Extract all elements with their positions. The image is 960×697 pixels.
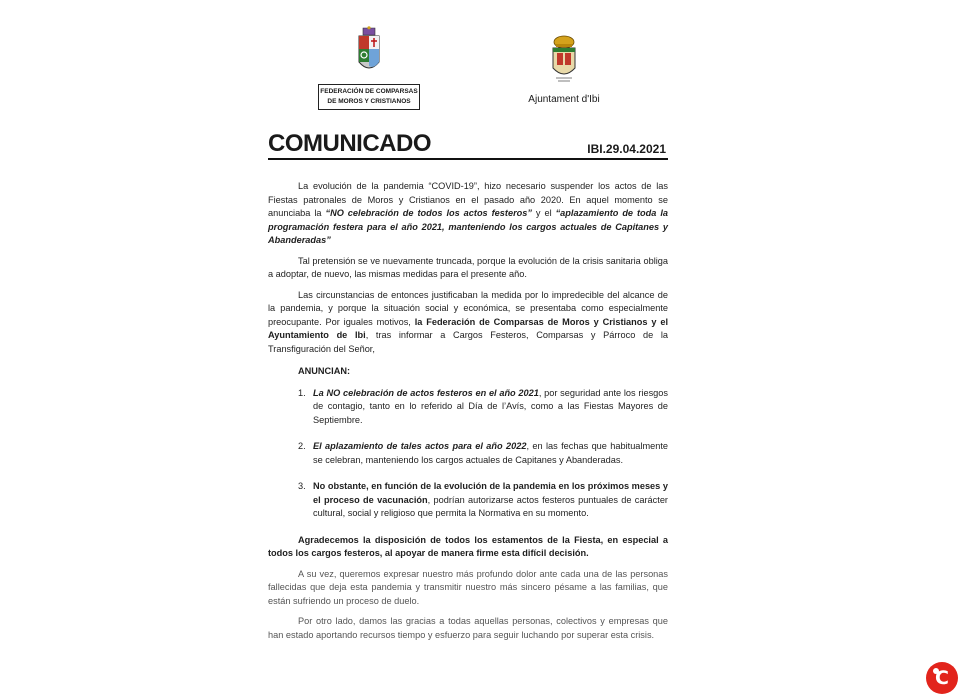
federation-logo bbox=[318, 26, 422, 112]
paragraph-intro bbox=[268, 180, 668, 248]
site-logo-badge[interactable] bbox=[926, 662, 958, 694]
badge-letter: C bbox=[935, 667, 949, 689]
item-1-text: , por seguridad ante los riesgos de contagio, tanto en lo referido al Día de l’Avís, como a las Fiestas Mayores de Septiembre. bbox=[313, 387, 668, 425]
intro-text: La evolución de la pandemia “COVID-19”, hizo necesario suspender los actos de las Fiestas patronales de Moros y Cristianos en el pasado año 2020. En aquel momento se anunciaba la bbox=[268, 181, 668, 218]
item-1-highlight: La NO celebración de actos festeros en el año 2021 bbox=[313, 387, 539, 398]
title-divider bbox=[268, 158, 668, 160]
federation-shield-icon bbox=[354, 26, 384, 78]
announcement-item-3 bbox=[268, 480, 668, 521]
circumstances-text: Las circunstancias de entonces justificaban la medida por lo impredecible del alcance de la pandemia, y porque la situación social y económica, se presentaba como especialmente preocupante. Por iguales motivos, bbox=[268, 289, 668, 327]
document-title: COMUNICADO bbox=[268, 130, 431, 157]
paragraph-gratitude bbox=[268, 534, 668, 561]
federation-name-line2: DE MOROS Y CRISTIANOS bbox=[327, 98, 411, 105]
item-3-highlight: No obstante, en función de la evolución de la pandemia en los próximos meses y el proceso de vacunación bbox=[313, 481, 668, 505]
item-2-text: , en las fechas que habitualmente se celebran, manteniendo los cargos actuales de Capitanes y Abanderadas. bbox=[313, 441, 668, 465]
announcement-item-2 bbox=[268, 440, 668, 467]
intro-quote-1: “NO celebración de todos los actos festeros” bbox=[325, 208, 532, 218]
ayuntamiento-name: Ajuntament d'Ibi bbox=[528, 94, 600, 105]
paragraph-condolences: A su vez, queremos expresar nuestro más profundo dolor ante cada una de las personas fallecidas que deja esta pandemia y transmitir nuestro más sincero pésame a las familias, que están sufriendo un proceso de duelo. bbox=[268, 568, 668, 606]
anuncian-heading: ANUNCIAN: bbox=[298, 366, 351, 376]
item-number: 1. bbox=[298, 387, 306, 398]
gratitude-text: Agradecemos la disposición de todos los estamentos de la Fiesta, en especial a todos los cargos festeros, al apoyar de manera firme esta difícil decisión. bbox=[268, 534, 668, 558]
federation-name-line1: FEDERACIÓN DE COMPARSAS bbox=[320, 88, 418, 95]
paragraph-thanks: Por otro lado, damos las gracias a todas aquellas personas, colectivos y empresas que han estado aportando recursos tiempo y esfuerzo para seguir luchando por superar esta crisis. bbox=[268, 616, 668, 640]
paragraph-truncated: Tal pretensión se ve nuevamente truncada, porque la evolución de la crisis sanitaria obliga a adoptar, de nuevo, las mismas medidas para el presente año. bbox=[268, 255, 668, 279]
paragraph-circumstances bbox=[268, 289, 668, 357]
ayuntamiento-logo bbox=[524, 34, 604, 110]
item-3-text: , podrían autorizarse actos festeros puntuales de carácter cultural, social y religioso que permita la Normativa en su momento. bbox=[313, 494, 668, 518]
document-body bbox=[268, 180, 668, 649]
announcement-item-1 bbox=[268, 387, 668, 428]
item-number: 2. bbox=[298, 441, 306, 451]
federation-name-box bbox=[318, 84, 420, 110]
intro-connector: y el bbox=[531, 208, 556, 218]
ibi-coat-of-arms-icon bbox=[548, 34, 580, 86]
item-number: 3. bbox=[298, 481, 306, 491]
document-date: IBI.29.04.2021 bbox=[587, 142, 666, 156]
circumstances-end: , tras informar a Cargos Festeros, Comparsas y Párroco de la Transfiguración del Señor, bbox=[268, 330, 668, 354]
item-2-highlight: El aplazamiento de tales actos para el año 2022 bbox=[313, 441, 527, 451]
circumstances-entities: la Federación de Comparsas de Moros y Cristianos y el Ayuntamiento de Ibi bbox=[268, 316, 668, 340]
intro-quote-2: “aplazamiento de toda la programación festera para el año 2021, manteniendo los cargos actuales de Capitanes y Abanderadas” bbox=[268, 208, 669, 245]
